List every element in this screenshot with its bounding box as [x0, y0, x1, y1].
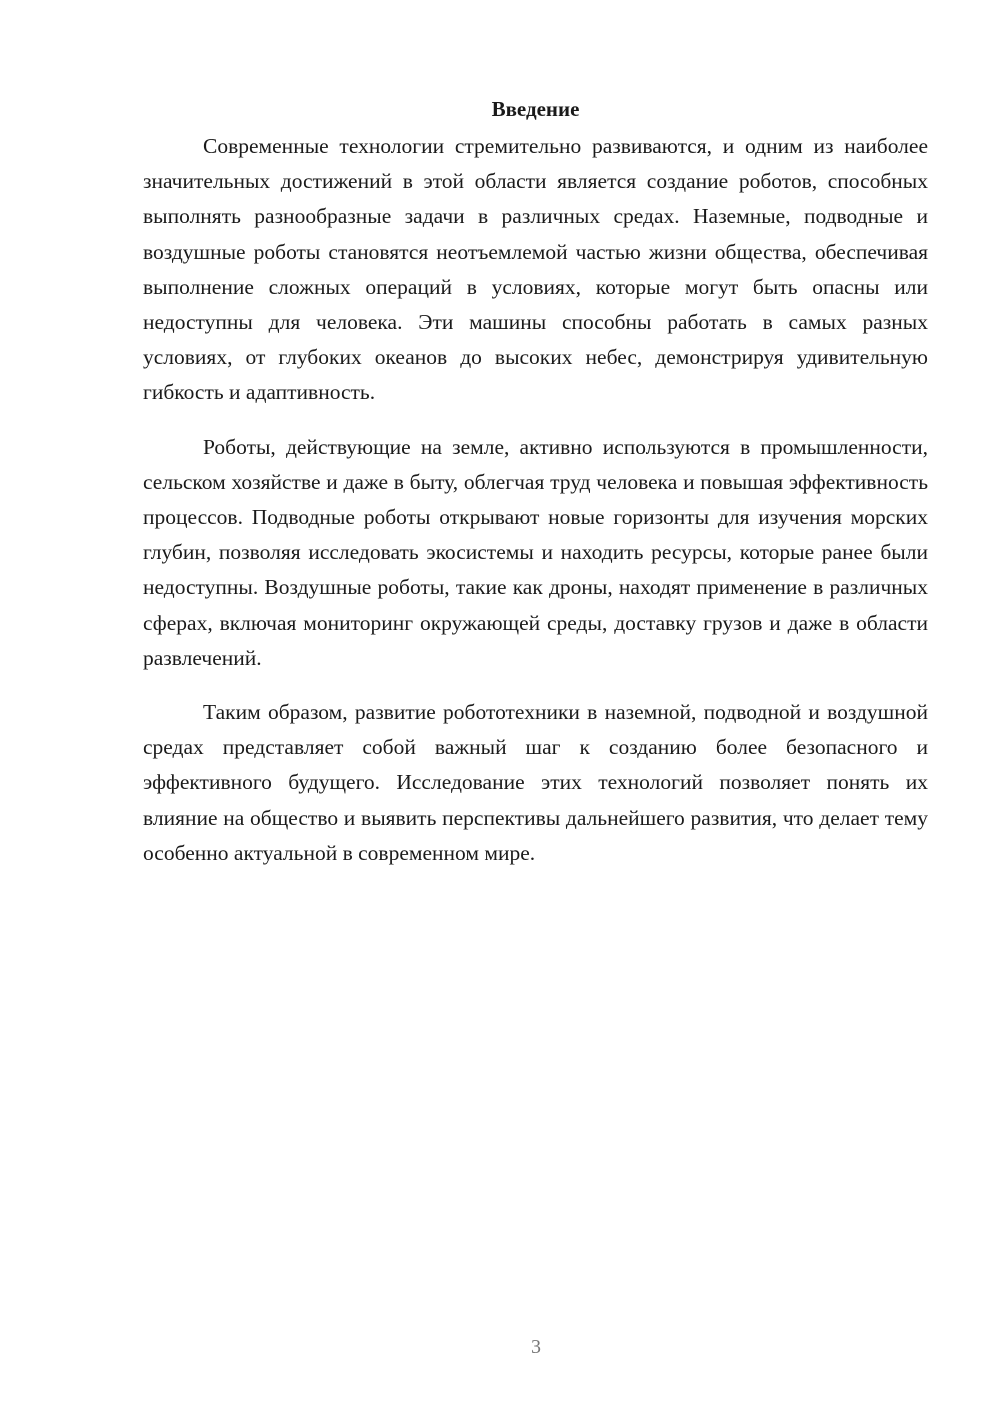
page-number: 3: [531, 1336, 541, 1358]
section-heading: Введение: [491, 97, 580, 121]
paragraph-3: Таким образом, развитие робототехники в наземной, подводной и воздушной средах представляет собой важный шаг к созданию более безопасного и эффективного будущего. Исследование этих технологий позволяет понять их влияние на общество и выявить перспективы дальнейшего развития, что делает тему особенно актуальной в современном мире.: [143, 700, 928, 865]
paragraph-2: Роботы, действующие на земле, активно используются в промышленности, сельском хозяйстве и даже в быту, облегчая труд человека и повышая эффективность процессов. Подводные роботы открывают новые горизонты для изучения морских глубин, позволяя исследовать экосистемы и находить ресурсы, которые ранее были недоступны. Воздушные роботы, такие как дроны, находят применение в различных сферах, включая мониторинг окружающей среды, доставку грузов и даже в области развлечений.: [143, 434, 928, 670]
page-content: [143, 92, 928, 890]
paragraph-1: Современные технологии стремительно развиваются, и одним из наиболее значительных достижений в этой области является создание роботов, способных выполнять разнообразные задачи в различных средах. Наземные, подводные и воздушные роботы становятся неотъемлемой частью жизни общества, обеспечивая выполнение сложных операций в условиях, которые могут быть опасны или недоступны для человека. Эти машины способны работать в самых разных условиях, от глубоких океанов до высоких небес, демонстрируя удивительную гибкость и адаптивность.: [143, 134, 928, 405]
